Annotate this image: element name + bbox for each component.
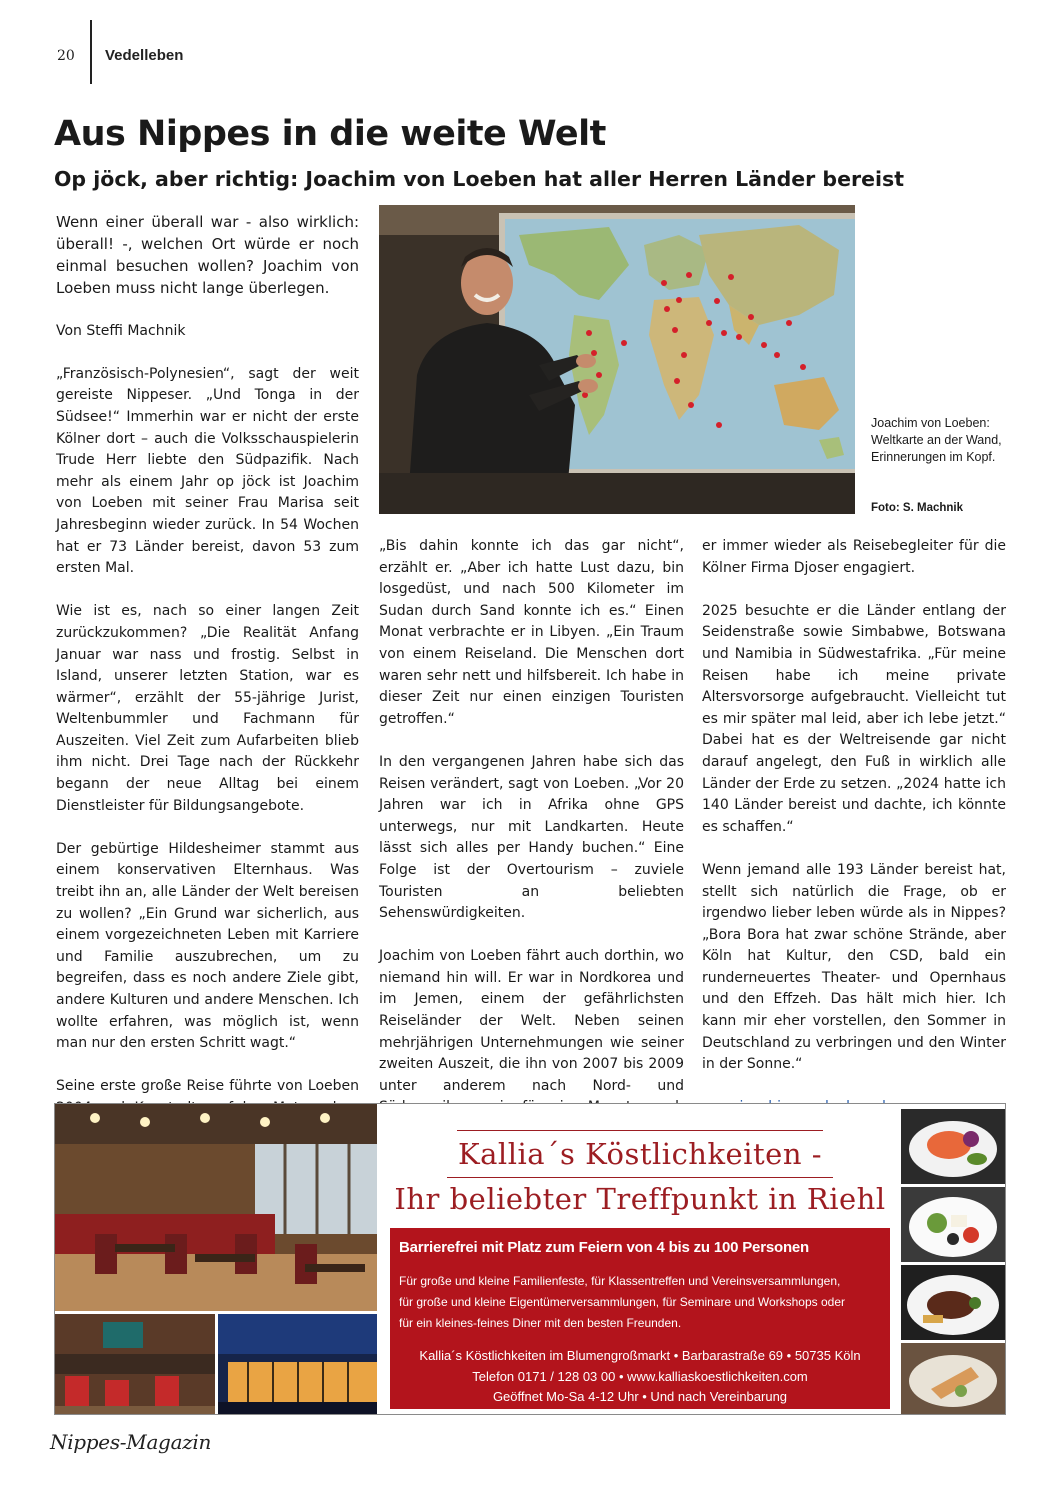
article-intro: Wenn einer überall war - also wirklich: überall! -, welchen Ort würde er noch einmal besuchen wollen? Joachim von Loeben muss nicht lange überlegen. (56, 213, 359, 297)
food-photo-wrap (901, 1343, 1005, 1414)
article-photo (379, 205, 855, 514)
food-photo-steak (901, 1265, 1005, 1340)
article-column-2 (379, 536, 684, 1141)
article-subtitle: Op jöck, aber richtig: Joachim von Loeben hat aller Herren Länder bereist (54, 167, 905, 191)
ad-body (399, 1271, 845, 1334)
ad-headline: Barrierefrei mit Platz zum Feiern von 4 bis zu 100 Personen (399, 1239, 810, 1256)
ad-phone-web: Telefon 0171 / 128 03 00 • www.kalliaskoestlichkeiten.com (472, 1368, 808, 1384)
lounge-photo (55, 1314, 215, 1415)
magazine-logo: Nippes-Magazin (50, 1430, 212, 1454)
ad-top-rule (457, 1130, 823, 1131)
article-title: Aus Nippes in die weite Welt (54, 114, 606, 154)
article-paragraph: „Bis dahin konnte ich das gar nicht“, erzählt er. „Aber ich hatte Lust dazu, bin losgedüst, und nach 500 Kilometer im Sudan durch Sand konnte ich es.“ Einen Monat verbrachte er in Libyen. „Ein Traum von einem Reiseland. Die Menschen dort waren sehr nett und hilfsbereit. Ich habe in dieser Zeit nur einen einzigen Touristen getroffen.“ (379, 538, 684, 727)
header-divider (90, 20, 92, 84)
building-exterior-photo (218, 1314, 377, 1415)
food-photo-salad (901, 1187, 1005, 1262)
article-paragraph: Wie ist es, nach so einer langen Zeit zurückzukommen? „Die Realität Anfang Januar war nass und frostig. Selbst in Island, unserer letzten Station, war es wärmer“, erzählt der 55-jährige Jurist, Weltenbummler und Fachmann für Auszeiten. Viel Zeit zum Aufarbeiten blieb ihm nicht. Drei Tage nach der Rückkehr begann der neue Alltag bei einem Dienstleister für Bildungsangebote. (56, 603, 359, 814)
page-number: 20 (57, 48, 75, 64)
photo-caption: Joachim von Loeben: Weltkarte an der Wand, Erinnerungen im Kopf. (871, 416, 1002, 464)
article-paragraph: In den vergangenen Jahren habe sich das Reisen verändert, sagt von Loeben. „Vor 20 Jahren war ich in Afrika ohne GPS unterwegs, nur mit Landkarten. Heute lässt sich alles per Handy buchen.“ Eine Folge ist der Overtourism – zuviele Touristen an beliebten Sehenswürdigkeiten. (379, 753, 684, 922)
ad-body-line: für große und kleine Eigentümerversammlungen, für Seminare und Workshops oder (399, 1295, 846, 1309)
section-label: Vedelleben (105, 47, 184, 64)
ad-body-line: Für große und kleine Familienfeste, für Klassentreffen und Vereinsversammlungen, (399, 1274, 841, 1288)
article-paragraph: Wenn jemand alle 193 Länder bereist hat, stellt sich natürlich die Frage, ob er irgendwo lieber leben würde als in Nippes? „Bora Bora hat zwar schöne Strände, aber Köln hat Kultur, den CSD, bald ein runderneuertes Theater- und Opernhaus und den Effzeh. Das hält mich hier. Ich kann mir eher vorstellen, den Sommer in Deutschland zu verbringen und den Winter in der Sonne.“ (702, 861, 1006, 1073)
article-paragraph: Seine erste große Reise führte von Loeben (56, 1078, 359, 1095)
ad-title: Kallia´s Köstlichkeiten - (457, 1137, 823, 1171)
ad-address: Kallia´s Köstlichkeiten im Blumengroßmarkt • Barbarastraße 69 • 50735 Köln (419, 1348, 861, 1363)
advertisement (54, 1103, 1006, 1415)
article-paragraph: Der gebürtige Hildesheimer stammt aus einem konservativen Elternhaus. Was treibt ihn an, alle Länder der Welt bereisen zu wollen? „Ein Grund war sicherlich, aus einem vorgezeichneten Leben mit Karriere und Familie auszubrechen, um zu begreifen, dass es noch andere Ziele gibt, andere Kulturen und andere Menschen. Ich wollte erfahren, was möglich ist, wenn man nur den ersten Schritt wagt.“ (56, 840, 359, 1052)
restaurant-interior-photo (55, 1104, 377, 1311)
ad-hours: Geöffnet Mo-Sa 4-12 Uhr • Und nach Vereinbarung (492, 1389, 788, 1404)
article-paragraph: er immer wieder als Reisebegleiter für die Kölner Firma Djoser engagiert. (702, 538, 1006, 576)
article-column-1 (56, 211, 359, 1120)
article-paragraph: „Französisch-Polynesien“, sagt der weit gereiste Nippeser. „Und Tonga in der Südsee!“ Immerhin war er nicht der erste Kölner dort – auch die Volksschauspielerin Trude Herr liebte den Südpazifik. Nach mehr als einem Jahr op jöck ist Joachim von Loeben mit seiner Frau Marisa seit Jahresbeginn wieder zurück. In 54 Wochen hat er 73 Länder bereist, davon 53 zum ersten Mal. (56, 365, 359, 577)
world-map-photo (379, 205, 855, 514)
ad-info-box (390, 1228, 890, 1409)
ad-contact (390, 1346, 890, 1408)
food-photo-salmon (901, 1109, 1005, 1184)
article-column-3 (702, 536, 1006, 1119)
article-byline: Von Steffi Machnik (56, 322, 186, 339)
article-paragraph: 2025 besuchte er die Länder entlang der Seidenstraße sowie Simbabwe, Botswana und Namibia in Südwestafrika. „Für meine Reisen habe ich meine private Altersvorsorge aufgebraucht. Vielleicht tut es mir später mal leid, aber ich lebe jetzt.“ Dabei hat es der Weltreisende gar nicht darauf angelegt, den Fuß in wirklich alle Länder der Erde zu setzen. „2024 hatte ich 140 Länder bereist und dachte, ich könnte es schaffen.“ (702, 602, 1006, 835)
article-paragraph: Joachim von Loeben fährt auch dorthin, wo niemand hin will. Er war in Nordkorea und im Jemen, einem der gefährlichsten Reiseländer der Welt. Neben seinen mehrjährigen Unternehmungen wie seiner zweiten Auszeit, die ihn von 2007 bis 2009 unter anderem nach Nord- und (379, 948, 684, 1094)
ad-middle-rule (447, 1177, 833, 1178)
ad-tagline: Ihr beliebter Treffpunkt in Riehl (394, 1182, 886, 1216)
ad-body-line: für ein kleines-feines Diner mit den besten Freunden. (399, 1316, 682, 1330)
photo-credit: Foto: S. Machnik (871, 502, 963, 514)
